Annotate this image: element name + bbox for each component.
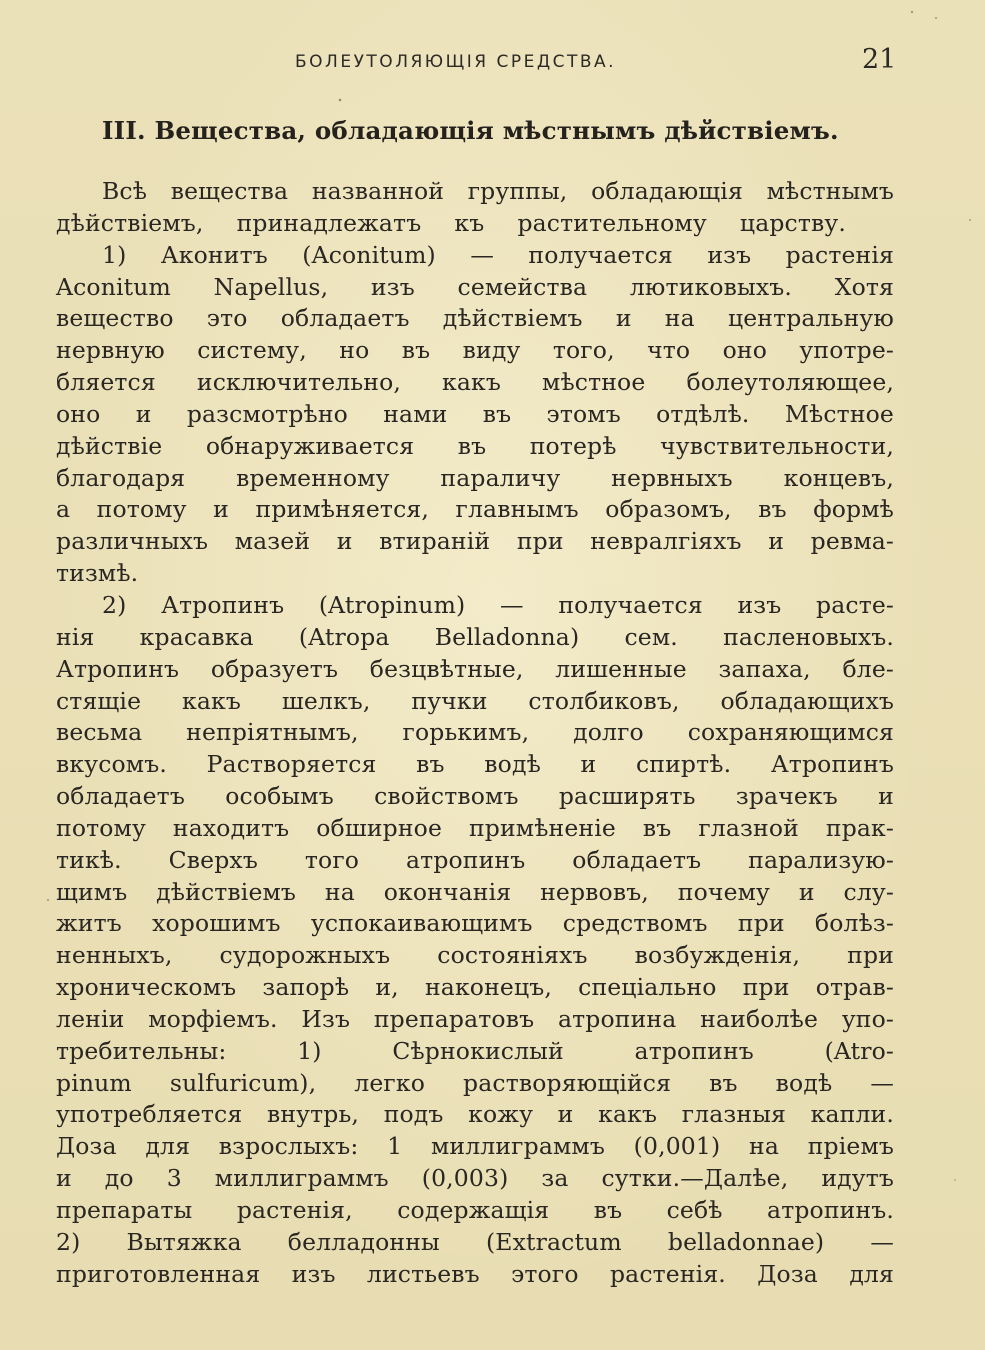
text-line: обладаетъ особымъ свойствомъ расширять зрачекъ и <box>56 782 894 811</box>
text-line: нія красавка (Atropa Belladonna) сем. пасленовыхъ. <box>56 622 894 651</box>
text-line: требительны: 1) Сѣрнокислый атропинъ (Atro- <box>56 1036 894 1065</box>
text-line: и до 3 миллиграммъ (0,003) за сутки.—Далѣе, идутъ <box>56 1164 894 1193</box>
text-line: различныхъ мазей и втираній при невралгіяхъ и ревма- <box>56 527 894 556</box>
text-line: леніи морфіемъ. Изъ препаратовъ атропина наиболѣе упо- <box>56 1004 894 1033</box>
text-line: приготовленная изъ листьевъ этого растенія. Доза для <box>56 1259 894 1288</box>
text-line: оно и разсмотрѣно нами въ этомъ отдѣлѣ. Мѣстное <box>56 399 894 428</box>
text-line: дѣйствіемъ, принадлежатъ къ растительному царству. <box>56 208 846 237</box>
text-line: бляется исключительно, какъ мѣстное болеутоляющее, <box>56 368 894 397</box>
text-line: препараты растенія, содержащія въ себѣ атропинъ. <box>56 1196 894 1224</box>
text-line: житъ хорошимъ успокаивающимъ средствомъ при болѣз- <box>56 909 894 938</box>
text-line: потому находитъ обширное примѣненіе въ глазной прак- <box>56 813 894 842</box>
text-line: тизмѣ. <box>56 559 139 588</box>
text-line: Атропинъ образуетъ безцвѣтные, лишенные запаха, бле- <box>56 654 894 683</box>
text-line: вкусомъ. Растворяется въ водѣ и спиртѣ. Атропинъ <box>56 750 894 779</box>
text-line: Всѣ вещества названной группы, обладающія мѣстнымъ <box>102 177 894 205</box>
text-line: щимъ дѣйствіемъ на окончанія нервовъ, почему и слу- <box>56 877 894 906</box>
body-text <box>56 176 894 1291</box>
text-line: тикѣ. Сверхъ того атропинъ обладаетъ парализую- <box>56 845 894 874</box>
text-line: благодаря временному параличу нервныхъ концевъ, <box>56 463 894 492</box>
text-line: pinum sulfuricum), легко растворяющійся въ водѣ — <box>56 1068 894 1097</box>
text-line: 2) Атропинъ (Atropinum) — получается изъ расте- <box>102 590 894 619</box>
text-line: вещество это обладаетъ дѣйствіемъ и на центральную <box>56 304 894 333</box>
page-number: 21 <box>862 44 897 75</box>
text-line: весьма непріятнымъ, горькимъ, долго сохраняющимся <box>56 718 894 747</box>
text-line: стящіе какъ шелкъ, пучки столбиковъ, обладающихъ <box>56 686 894 715</box>
text-line: употребляется внутрь, подъ кожу и какъ глазныя капли. <box>56 1100 894 1129</box>
text-line: ненныхъ, судорожныхъ состояніяхъ возбужденія, при <box>56 941 894 970</box>
text-line: 2) Вытяжка белладонны (Extractum belladonnae) — <box>56 1227 894 1256</box>
text-line: а потому и примѣняется, главнымъ образомъ, въ формѣ <box>56 495 894 524</box>
text-line: хроническомъ запорѣ и, наконецъ, спеціально при отрав- <box>56 973 894 1002</box>
text-line: 1) Аконитъ (Aconitum) — получается изъ растенія <box>102 240 894 269</box>
running-head: БОЛЕУТОЛЯЮЩІЯ СРЕДСТВА. <box>295 52 617 72</box>
text-line: Доза для взрослыхъ: 1 миллиграммъ (0,001) на пріемъ <box>56 1132 894 1161</box>
text-line: Aconitum Napellus, изъ семейства лютиковыхъ. Хотя <box>56 272 894 301</box>
section-heading: III. Вещества, обладающія мѣстнымъ дѣйствіемъ. <box>102 116 839 145</box>
text-line: нервную систему, но въ виду того, что оно употре- <box>56 336 894 365</box>
text-line: дѣйствіе обнаруживается въ потерѣ чувствительности, <box>56 431 894 460</box>
